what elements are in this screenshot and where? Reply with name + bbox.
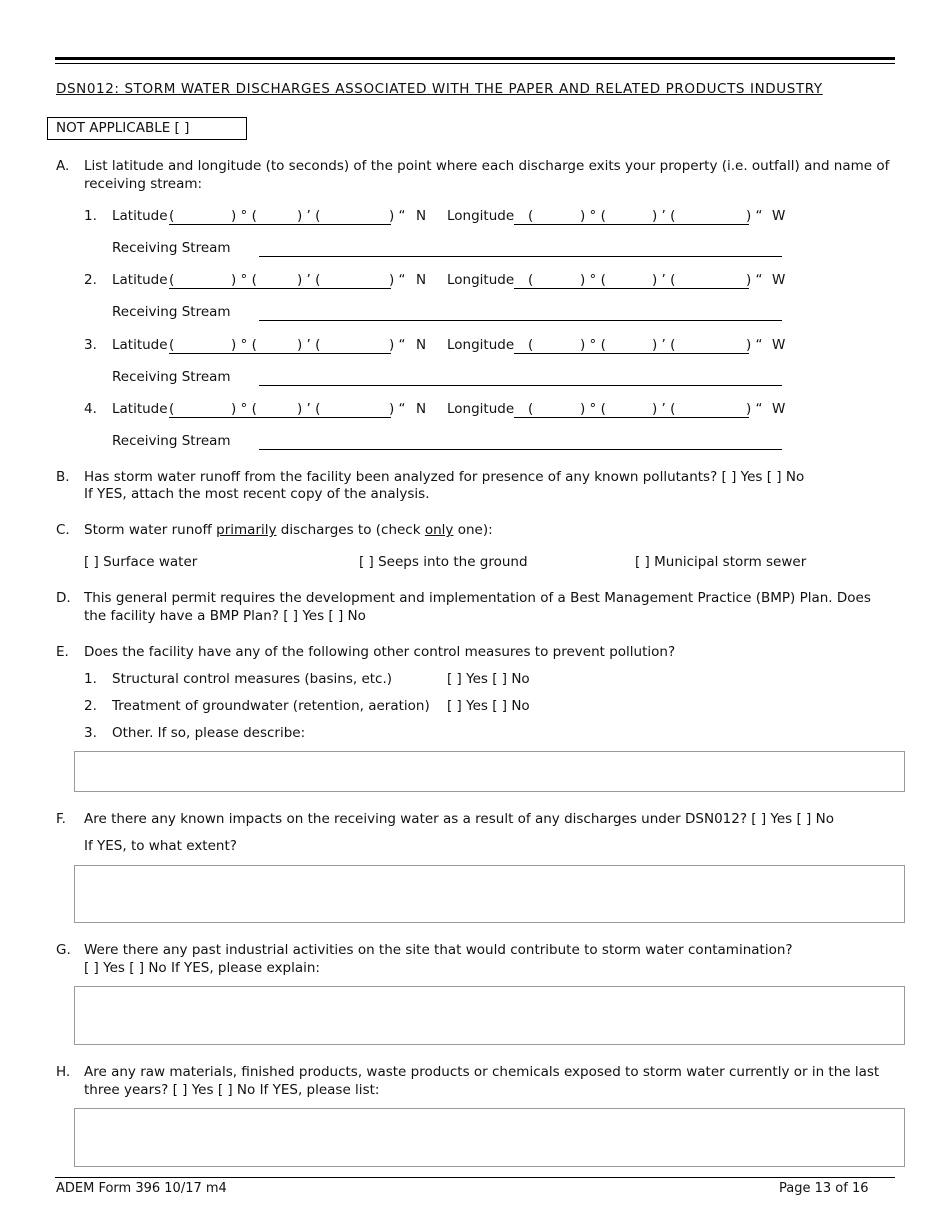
exposed-materials-field[interactable] <box>74 1108 905 1167</box>
coord-row-number: 1. <box>84 208 97 224</box>
section-h-answer[interactable]: three years? [ ] Yes [ ] No If YES, please list: <box>84 1082 380 1098</box>
longitude-label: Longitude <box>447 272 515 288</box>
lat-min-sep: ) ’ ( <box>297 401 321 417</box>
lon-deg-open: ( <box>528 208 534 224</box>
lon-min-sep: ) ’ ( <box>652 337 676 353</box>
longitude-input[interactable] <box>514 224 749 225</box>
section-a-line1: List latitude and longitude (to seconds) of the point where each discharge exits your property (i.e. outfall) and name of <box>84 158 890 174</box>
receiving-stream-label: Receiving Stream <box>112 304 231 320</box>
lon-deg-open: ( <box>528 401 534 417</box>
section-d-line2[interactable]: the facility have a BMP Plan? [ ] Yes [ ] No <box>84 608 366 624</box>
section-e-question: Does the facility have any of the following other control measures to prevent pollution? <box>84 644 676 660</box>
receiving-stream-label: Receiving Stream <box>112 369 231 385</box>
west-label: W <box>772 337 786 353</box>
longitude-input[interactable] <box>514 288 749 289</box>
lat-sec-sep: ) “ <box>389 208 406 224</box>
e-item-number: 3. <box>84 725 97 741</box>
north-label: N <box>416 401 427 417</box>
other-description-field[interactable] <box>74 751 905 792</box>
e-item-label: Treatment of groundwater (retention, aeration) <box>112 698 430 714</box>
e-item-number: 1. <box>84 671 97 687</box>
latitude-input[interactable] <box>169 288 391 289</box>
impacts-extent-field[interactable] <box>74 865 905 923</box>
latitude-input[interactable] <box>169 417 391 418</box>
lon-min-sep: ) ’ ( <box>652 272 676 288</box>
lat-sec-sep: ) “ <box>389 337 406 353</box>
section-e-letter: E. <box>56 644 69 660</box>
past-activities-field[interactable] <box>74 986 905 1045</box>
not-applicable-checkbox[interactable]: NOT APPLICABLE [ ] <box>56 120 190 136</box>
coord-row-number: 3. <box>84 337 97 353</box>
section-b-letter: B. <box>56 469 70 485</box>
section-a-line2: receiving stream: <box>84 176 203 192</box>
coord-row-number: 4. <box>84 401 97 417</box>
lat-deg-sep: ) ° ( <box>231 272 257 288</box>
receiving-stream-input[interactable] <box>259 320 782 321</box>
lon-min-sep: ) ’ ( <box>652 208 676 224</box>
footer-rule <box>55 1177 895 1178</box>
receiving-stream-input[interactable] <box>259 449 782 450</box>
lon-deg-sep: ) ° ( <box>580 272 606 288</box>
e-item-yes-no[interactable]: [ ] Yes [ ] No <box>447 698 530 714</box>
section-title: DSN012: STORM WATER DISCHARGES ASSOCIATED WITH THE PAPER AND RELATED PRODUCTS INDUSTRY <box>56 81 823 97</box>
lat-min-sep: ) ’ ( <box>297 208 321 224</box>
lon-deg-sep: ) ° ( <box>580 401 606 417</box>
lon-sec-sep: ) “ <box>746 208 763 224</box>
lat-min-sep: ) ’ ( <box>297 272 321 288</box>
west-label: W <box>772 272 786 288</box>
north-label: N <box>416 272 427 288</box>
lon-deg-open: ( <box>528 272 534 288</box>
coord-row-number: 2. <box>84 272 97 288</box>
lat-sec-sep: ) “ <box>389 401 406 417</box>
latitude-input[interactable] <box>169 224 391 225</box>
section-b-question[interactable]: Has storm water runoff from the facility been analyzed for presence of any known pollutants? [ ] Yes [ ] No <box>84 469 805 485</box>
receiving-stream-label: Receiving Stream <box>112 433 231 449</box>
lat-deg-sep: ) ° ( <box>231 401 257 417</box>
option-surface-water[interactable]: [ ] Surface water <box>84 554 198 570</box>
west-label: W <box>772 208 786 224</box>
section-h-line1: Are any raw materials, finished products, waste products or chemicals exposed to storm water currently or in the last <box>84 1064 880 1080</box>
section-c-question: Storm water runoff primarily discharges to (check only one): <box>84 522 493 538</box>
latitude-label: Latitude <box>112 337 168 353</box>
lon-sec-sep: ) “ <box>746 272 763 288</box>
section-g-answer[interactable]: [ ] Yes [ ] No If YES, please explain: <box>84 960 320 976</box>
section-g-question: Were there any past industrial activities on the site that would contribute to storm water contamination? <box>84 942 793 958</box>
lat-sec-sep: ) “ <box>389 272 406 288</box>
receiving-stream-label: Receiving Stream <box>112 240 231 256</box>
section-f-extent-label: If YES, to what extent? <box>84 838 237 854</box>
top-rule-thin <box>55 63 895 64</box>
e-item-yes-no[interactable]: [ ] Yes [ ] No <box>447 671 530 687</box>
lon-deg-open: ( <box>528 337 534 353</box>
option-seeps-ground[interactable]: [ ] Seeps into the ground <box>359 554 528 570</box>
longitude-input[interactable] <box>514 353 749 354</box>
footer-form-id: ADEM Form 396 10/17 m4 <box>56 1181 227 1196</box>
longitude-input[interactable] <box>514 417 749 418</box>
lon-deg-sep: ) ° ( <box>580 337 606 353</box>
longitude-label: Longitude <box>447 401 515 417</box>
section-f-question[interactable]: Are there any known impacts on the receiving water as a result of any discharges under DSN012? [ ] Yes [ ] No <box>84 811 834 827</box>
receiving-stream-input[interactable] <box>259 256 782 257</box>
top-rule-thick <box>55 57 895 60</box>
e-item-number: 2. <box>84 698 97 714</box>
north-label: N <box>416 337 427 353</box>
latitude-input[interactable] <box>169 353 391 354</box>
longitude-label: Longitude <box>447 337 515 353</box>
north-label: N <box>416 208 427 224</box>
footer-page-number: Page 13 of 16 <box>779 1181 869 1196</box>
section-h-letter: H. <box>56 1064 71 1080</box>
lat-deg-open: ( <box>169 272 175 288</box>
lon-sec-sep: ) “ <box>746 337 763 353</box>
section-d-letter: D. <box>56 590 71 606</box>
receiving-stream-input[interactable] <box>259 385 782 386</box>
latitude-label: Latitude <box>112 401 168 417</box>
lon-sec-sep: ) “ <box>746 401 763 417</box>
section-c-letter: C. <box>56 522 70 538</box>
lat-deg-open: ( <box>169 208 175 224</box>
e-item-label: Structural control measures (basins, etc.) <box>112 671 393 687</box>
lon-deg-sep: ) ° ( <box>580 208 606 224</box>
west-label: W <box>772 401 786 417</box>
section-b-note: If YES, attach the most recent copy of the analysis. <box>84 486 430 502</box>
e-item-label: Other. If so, please describe: <box>112 725 306 741</box>
latitude-label: Latitude <box>112 272 168 288</box>
lat-min-sep: ) ’ ( <box>297 337 321 353</box>
section-g-letter: G. <box>56 942 71 958</box>
lat-deg-sep: ) ° ( <box>231 208 257 224</box>
section-f-letter: F. <box>56 811 66 827</box>
latitude-label: Latitude <box>112 208 168 224</box>
lat-deg-sep: ) ° ( <box>231 337 257 353</box>
option-municipal-sewer[interactable]: [ ] Municipal storm sewer <box>635 554 807 570</box>
lon-min-sep: ) ’ ( <box>652 401 676 417</box>
lat-deg-open: ( <box>169 337 175 353</box>
lat-deg-open: ( <box>169 401 175 417</box>
section-a-letter: A. <box>56 158 70 174</box>
section-d-line1: This general permit requires the development and implementation of a Best Management Practice (BMP) Plan. Does <box>84 590 871 606</box>
longitude-label: Longitude <box>447 208 515 224</box>
